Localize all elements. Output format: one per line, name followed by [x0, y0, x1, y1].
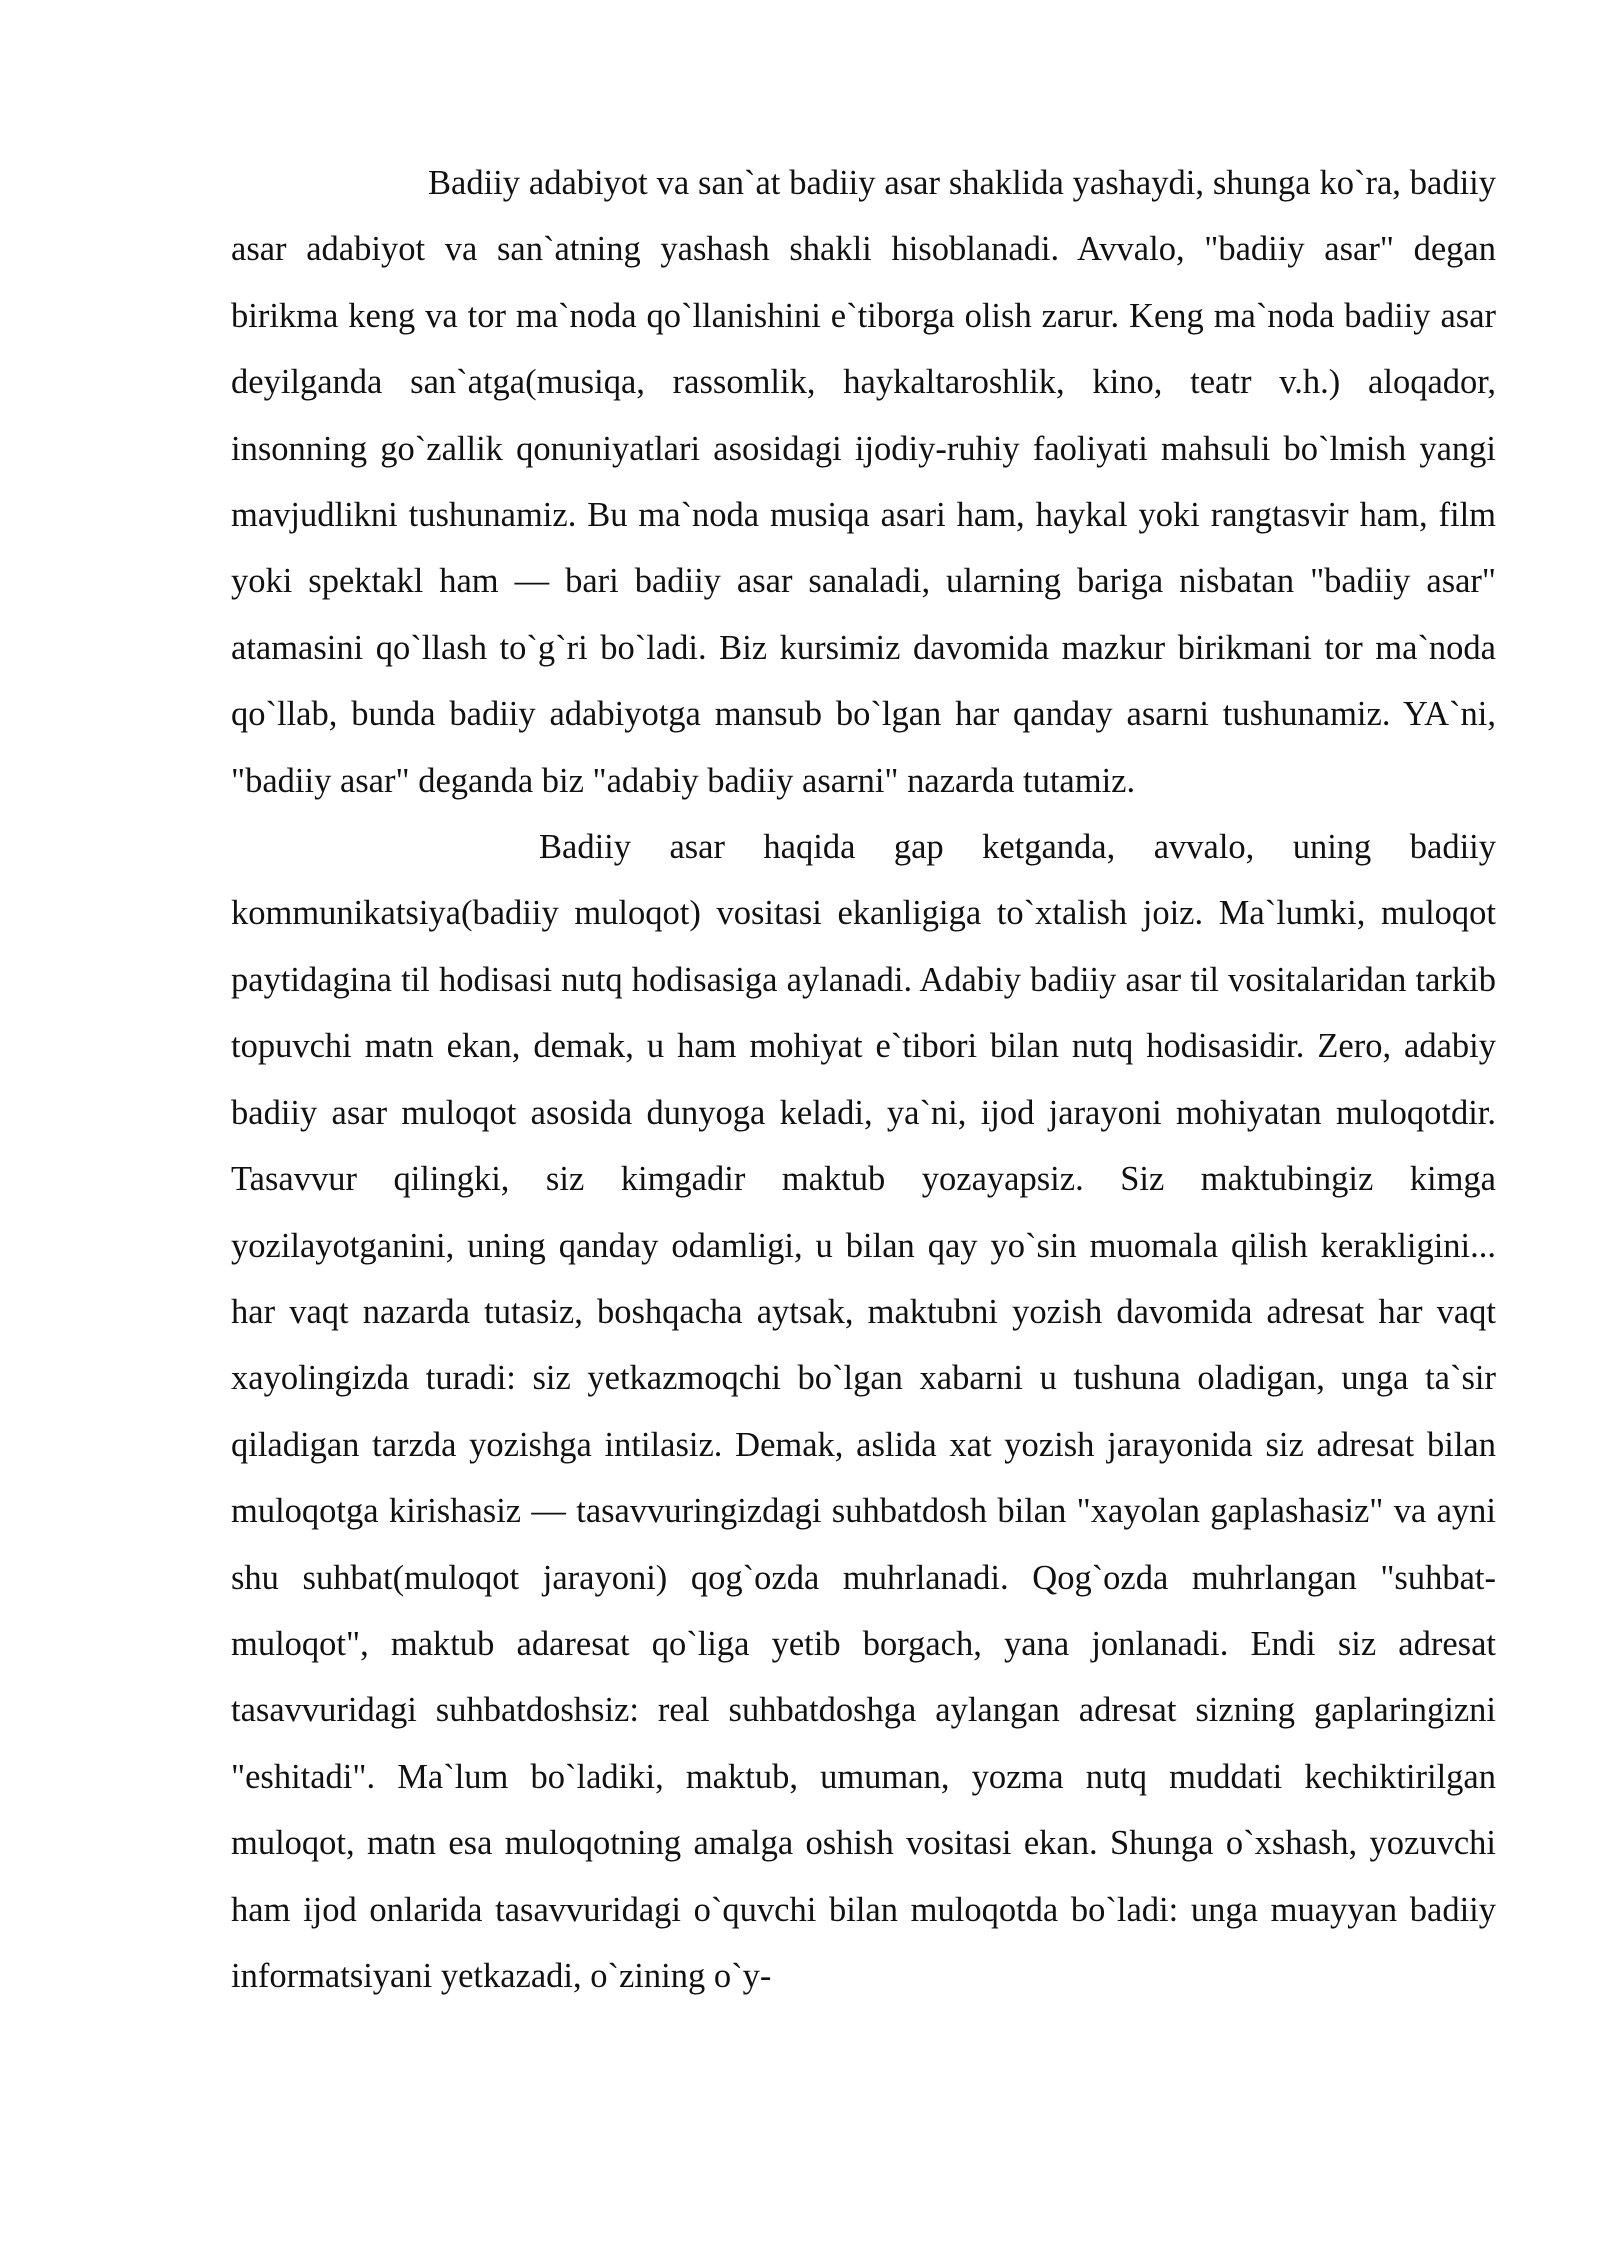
body-text	[231, 150, 1496, 2009]
paragraph-1: Badiiy adabiyot va san`at badiiy asar shaklida yashaydi, shunga ko`ra, badiiy asar adabiyot va san`atning yashash shakli hisoblanadi. Avvalo, "badiiy asar" degan birikma keng va tor ma`noda qo`llanishini e`tiborga olish zarur. Keng ma`noda badiiy asar deyilganda san`atga(musiqa, rassomlik, haykaltaroshlik, kino, teatr v.h.) aloqador, insonning go`zallik qonuniyatlari asosidagi ijodiy-ruhiy faoliyati mahsuli bo`lmish yangi mavjudlikni tushunamiz. Bu ma`noda musiqa asari ham, haykal yoki rangtasvir ham, film yoki spektakl ham — bari badiiy asar sanaladi, ularning bariga nisbatan "badiiy asar" atamasini qo`llash to`g`ri bo`ladi. Biz kursimiz davomida mazkur birikmani tor ma`noda qo`llab, bunda badiiy adabiyotga mansub bo`lgan har qanday asarni tushunamiz. YA`ni, "badiiy asar" deganda biz "adabiy badiiy asarni" nazarda tutamiz.	[231, 164, 1496, 800]
paragraph-2: Badiiy asar haqida gap ketganda, avvalo, uning badiiy kommunikatsiya(badiiy muloqot) vositasi ekanligiga to`xtalish joiz. Ma`lumki, muloqot paytidagina til hodisasi nutq hodisasiga aylanadi. Adabiy badiiy asar til vositalaridan tarkib topuvchi matn ekan, demak, u ham mohiyat e`tibori bilan nutq hodisasidir. Zero, adabiy badiiy asar muloqot asosida dunyoga keladi, ya`ni, ijod jarayoni mohiyatan muloqotdir. Tasavvur qilingki, siz kimgadir maktub yozayapsiz. Siz maktubingiz kimga yozilayotganini, uning qanday odamligi, u bilan qay yo`sin muomala qilish kerakligini... har vaqt nazarda tutasiz, boshqacha aytsak, maktubni yozish davomida adresat har vaqt xayolingizda turadi: siz yetkazmoqchi bo`lgan xabarni u tushuna oladigan, unga ta`sir qiladigan tarzda yozishga intilasiz. Demak, aslida xat yozish jarayonida siz adresat bilan muloqotga kirishasiz — tasavvuringizdagi suhbatdosh bilan "xayolan gaplashasiz" va ayni shu suhbat(muloqot jarayoni) qog`ozda muhrlanadi. Qog`ozda muhrlangan "suhbat-muloqot", maktub adaresat qo`liga yetib borgach, yana jonlanadi. Endi siz adresat tasavvuridagi suhbatdoshsiz: real suhbatdoshga aylangan adresat sizning gaplaringizni "eshitadi". Ma`lum bo`ladiki, maktub, umuman, yozma nutq muddati kechiktirilgan muloqot, matn esa muloqotning amalga oshish vositasi ekan. Shunga o`xshash, yozuvchi ham ijod onlarida tasavvuridagi o`quvchi bilan muloqotda bo`ladi: unga muayyan badiiy informatsiyani yetkazadi, o`zining o`y-	[231, 828, 1496, 1995]
